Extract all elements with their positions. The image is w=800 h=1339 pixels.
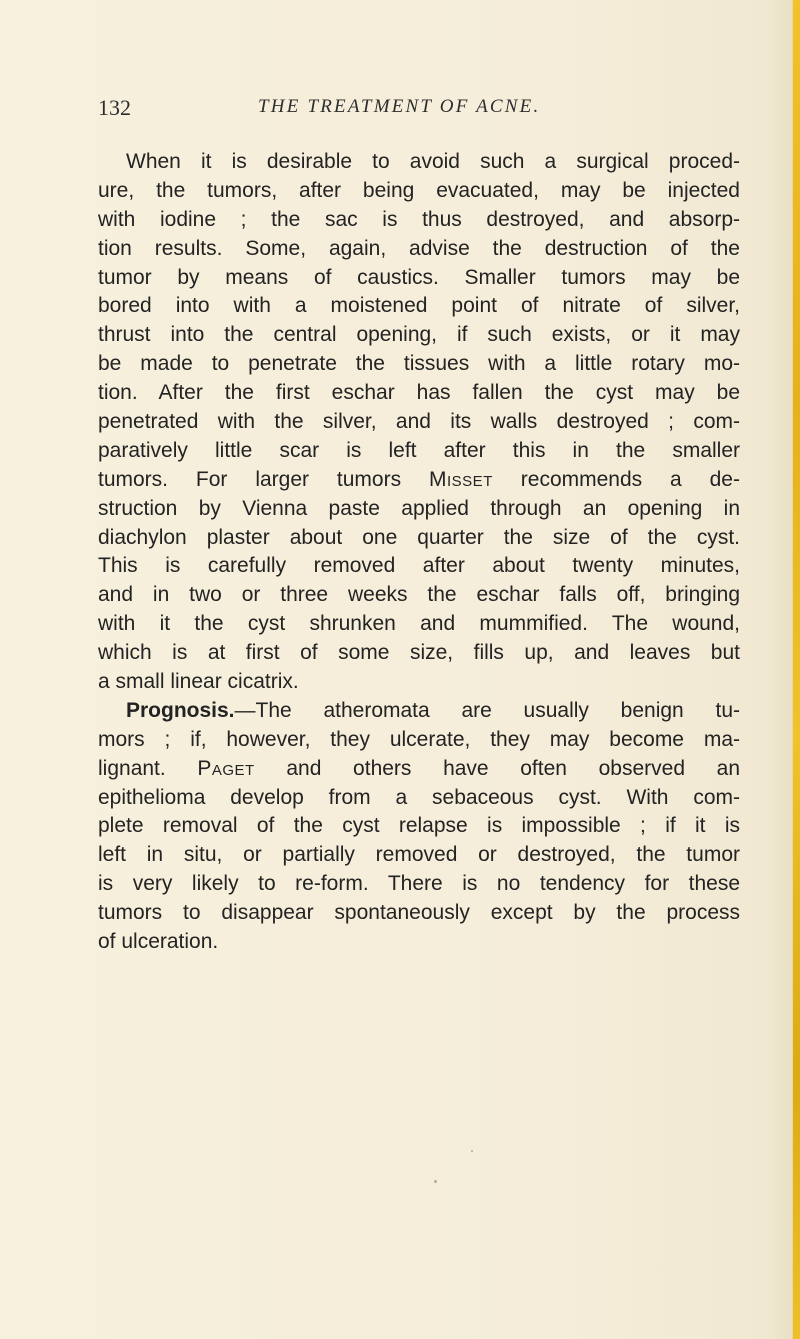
gilded-page-edge: [793, 0, 800, 1339]
body-text: [98, 148, 740, 957]
page-header: [98, 95, 698, 127]
section-heading-prognosis: Prognosis.: [126, 698, 235, 722]
text-line: tumor by means of caustics. Smaller tumors may be: [98, 265, 740, 289]
text-line: [98, 466, 740, 495]
text-line: paratively little scar is left after this in the smaller: [98, 438, 740, 462]
text-line: tion. After the first eschar has fallen the cyst may be: [98, 381, 740, 405]
text-line: struction by Vienna paste applied through an opening in: [98, 496, 740, 520]
text-line: diachylon plaster about one quarter the size of the cyst.: [98, 525, 740, 549]
text-line: plete removal of the cyst relapse is impossible ; if it is: [98, 814, 740, 838]
text-line: This is carefully removed after about twenty minutes,: [98, 554, 740, 578]
text-run: recommends a de-: [492, 467, 740, 491]
text-line: be made to penetrate the tissues with a little rotary mo-: [98, 352, 740, 376]
text-line: which is at first of some size, fills up, and leaves but: [98, 641, 740, 665]
text-line: left in situ, or partially removed or destroyed, the tumor: [98, 843, 740, 867]
author-name-paget: Paget: [197, 756, 255, 780]
text-line: mors ; if, however, they ulcerate, they may become ma-: [98, 727, 740, 751]
author-name-misset: Misset: [429, 467, 493, 491]
text-line: a small linear cicatrix.: [98, 670, 299, 694]
text-run: —The atheromata are usually benign tu-: [234, 698, 740, 722]
text-line: epithelioma develop from a sebaceous cyst. With com-: [98, 785, 740, 809]
text-line: of ulceration.: [98, 930, 219, 954]
text-line: bored into with a moistened point of nitrate of silver,: [98, 294, 740, 318]
text-line: and in two or three weeks the eschar falls off, bringing: [98, 583, 740, 607]
text-run: lignant.: [98, 756, 198, 780]
page-number: 132: [98, 95, 131, 120]
text-line: When it is desirable to avoid such a surgical proced-: [126, 150, 740, 173]
text-line: with it the cyst shrunken and mummified. The wound,: [98, 612, 740, 636]
paper-speck: [434, 1180, 437, 1183]
paper-speck: [471, 1150, 473, 1152]
text-line: [98, 755, 740, 784]
text-line: thrust into the central opening, if such exists, or it may: [98, 323, 740, 347]
text-run: tumors. For larger tumors: [98, 467, 430, 491]
text-line: tion results. Some, again, advise the destruction of the: [98, 236, 740, 260]
text-line: [98, 697, 740, 726]
text-line: with iodine ; the sac is thus destroyed, and absorp-: [98, 207, 740, 231]
running-head: THE TREATMENT OF ACNE.: [258, 96, 541, 117]
text-line: tumors to disappear spontaneously except by the process: [98, 901, 740, 925]
text-run: and others have often observed an: [254, 756, 740, 780]
text-line: ure, the tumors, after being evacuated, may be injected: [98, 178, 740, 202]
text-line: is very likely to re-form. There is no tendency for these: [98, 872, 740, 896]
text-line: penetrated with the silver, and its walls destroyed ; com-: [98, 410, 740, 434]
